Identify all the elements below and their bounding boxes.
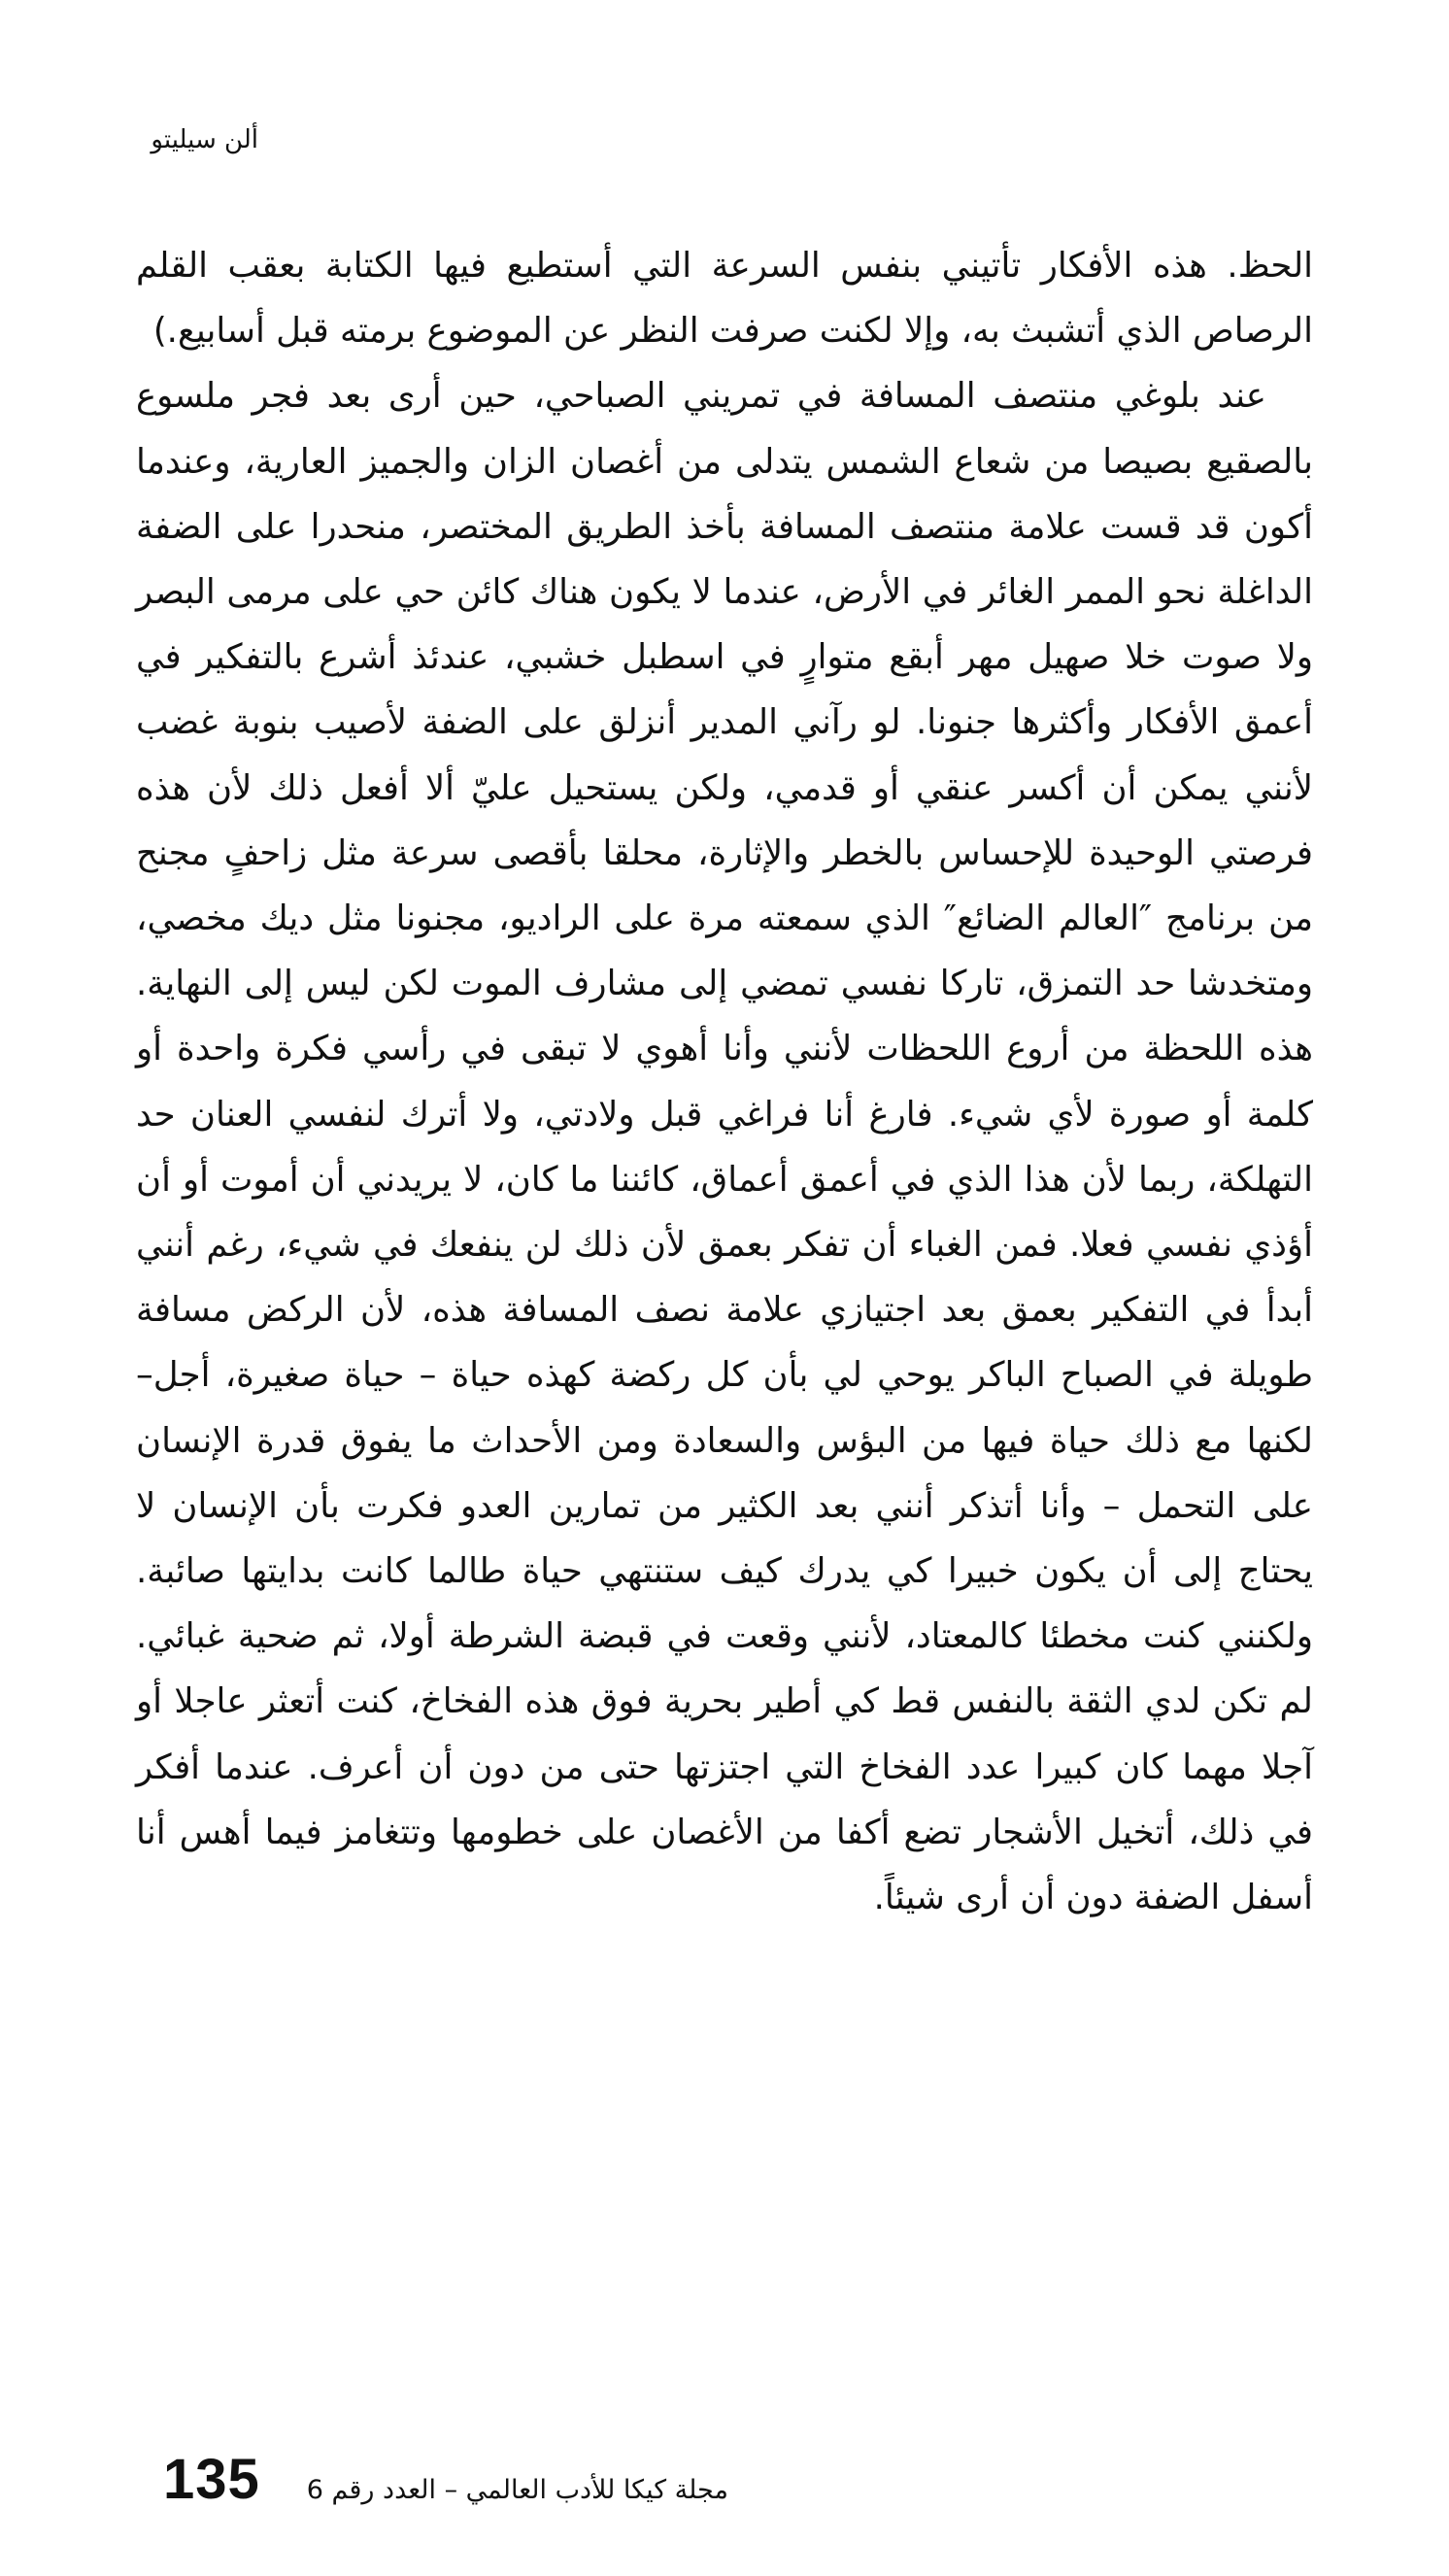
page-footer <box>163 2446 728 2514</box>
running-head-author: ألن سيليتو <box>151 125 258 154</box>
page-number: 135 <box>163 2448 260 2511</box>
body-text <box>136 233 1313 1930</box>
journal-title: مجلة كيكا للأدب العالمي – العدد رقم 6 <box>306 2475 728 2505</box>
paragraph-main: عند بلوغي منتصف المسافة في تمريني الصباحي، حين أرى بعد فجر ملسوع بالصقيع بصيصا من شعاع الشمس يتدلى من أغصان الزان والجميز العارية، وعندما أكون قد قست علامة منتصف المسافة بأخذ الطريق المختصر، منحدرا على الضفة الداغلة نحو الممر الغائر في الأرض، عندما لا يكون هناك كائن حي على مرمى البصر ولا صوت خلا صهيل مهر أبقع متوارٍ في اسطبل خشبي، عندئذ أشرع بالتفكير في أعمق الأفكار وأكثرها جنونا. لو رآني المدير أنزلق على الضفة لأصيب بنوبة غضب لأنني يمكن أن أكسر عنقي أو قدمي، ولكن يستحيل عليّ ألا أفعل ذلك لأن هذه فرصتي الوحيدة للإحساس بالخطر والإثارة، محلقا بأقصى سرعة مثل زاحفٍ مجنح من برنامج ″العالم الضائع″ الذي سمعته مرة على الراديو، مجنونا مثل ديك مخصي، ومتخدشا حد التمزق، تاركا نفسي تمضي إلى مشارف الموت لكن ليس إلى النهاية. هذه اللحظة من أروع اللحظات لأنني وأنا أهوي لا تبقى في رأسي فكرة واحدة أو كلمة أو صورة لأي شيء. فارغ أنا فراغي قبل ولادتي، ولا أترك لنفسي العنان حد التهلكة، ربما لأن هذا الذي في أعمق أعماق، كائننا ما كان، لا يريدني أن أموت أو أن أؤذي نفسي فعلا. فمن الغباء أن تفكر بعمق لأن ذلك لن ينفعك في شيء، رغم أنني أبدأ في التفكير بعمق بعد اجتيازي علامة نصف المسافة هذه، لأن الركض مسافة طويلة في الصباح الباكر يوحي لي بأن كل ركضة كهذه حياة – حياة صغيرة، أجل– لكنها مع ذلك حياة فيها من البؤس والسعادة ومن الأحداث ما يفوق قدرة الإنسان على التحمل – وأنا أتذكر أنني بعد الكثير من تمارين العدو فكرت بأن الإنسان لا يحتاج إلى أن يكون خبيرا كي يدرك كيف ستنتهي حياة طالما كانت بدايتها صائبة. ولكنني كنت مخطئا كالمعتاد، لأنني وقعت في قبضة الشرطة أولا، ثم ضحية غبائي. لم تكن لدي الثقة بالنفس قط كي أطير بحرية فوق هذه الفخاخ، كنت أتعثر عاجلا أو آجلا مهما كان كبيرا عدد الفخاخ التي اجتزتها حتى من دون أن أعرف. عندما أفكر في ذلك، أتخيل الأشجار تضع أكفا من الأغصان على خطومها وتتغامز فيما أهس أنا أسفل الضفة دون أن أرى شيئاً. <box>136 376 1313 1918</box>
paragraph-continuation: الحظ. هذه الأفكار تأتيني بنفس السرعة التي أستطيع فيها الكتابة بعقب القلم الرصاص الذي أتشبث به، وإلا لكنت صرفت النظر عن الموضوع برمته قبل أسابيع.) <box>136 246 1313 352</box>
